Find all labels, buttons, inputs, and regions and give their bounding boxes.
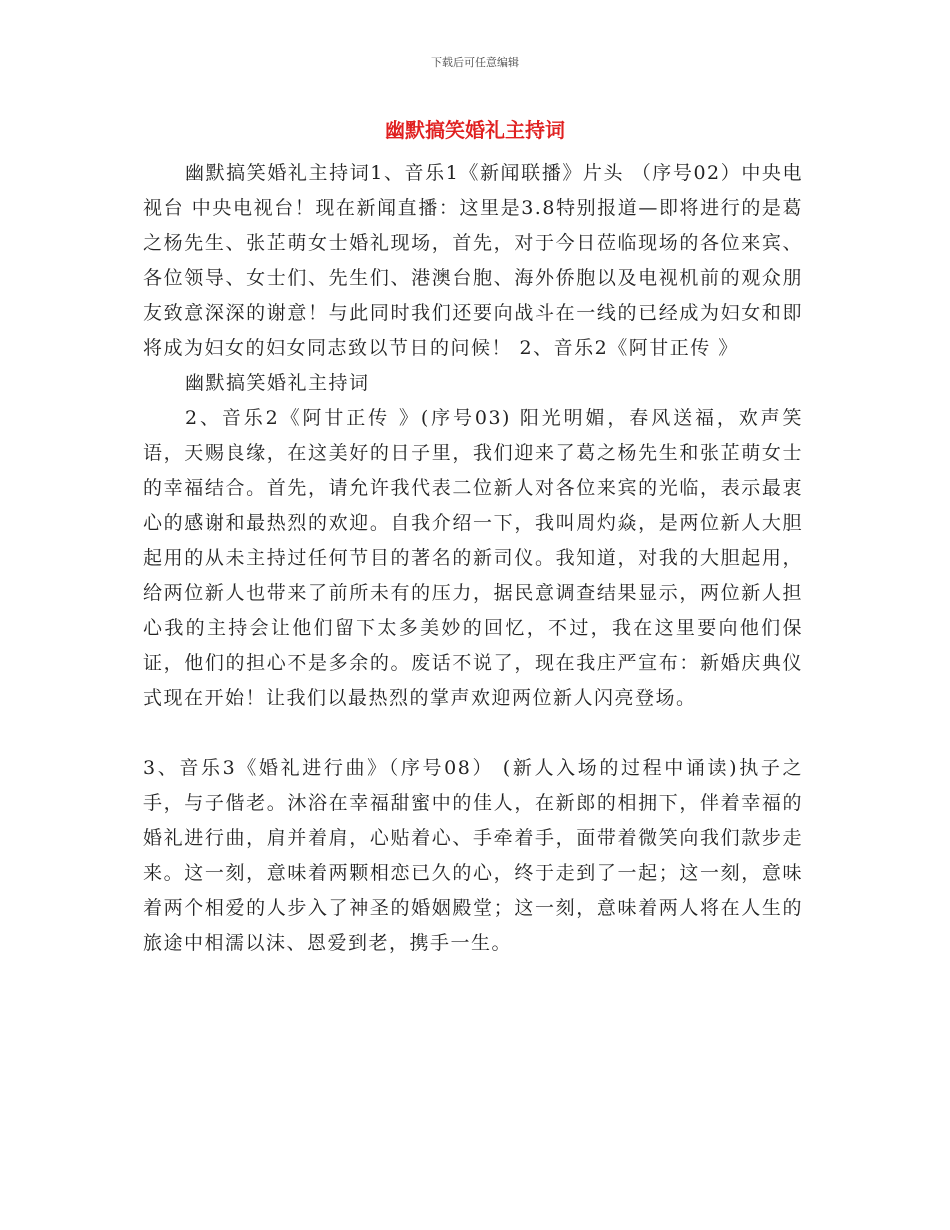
page-title: 幽默搞笑婚礼主持词 xyxy=(385,118,565,142)
paragraph-music-3: 3、音乐3《婚礼进行曲》（序号08） (新人入场的过程中诵读)执子之手，与子偕老。沐浴在幸福甜蜜中的佳人，在新郎的相拥下，伴着幸福的婚礼进行曲，肩并着肩，心贴着心、手牵着手，面带着微笑向我们款步走来。这一刻，意味着两颗相恋已久的心，终于走到了一起；这一刻，意味着两个相爱的人步入了神圣的婚姻殿堂；这一刻，意味着两人将在人生的旅途中相濡以沫、恩爱到老，携手一生。 xyxy=(143,757,803,954)
header-note: 下载后可任意编辑 xyxy=(431,56,519,69)
document-body xyxy=(143,156,803,961)
paragraph-subtitle: 幽默搞笑婚礼主持词 xyxy=(185,372,370,394)
paragraph-intro: 幽默搞笑婚礼主持词1、音乐1《新闻联播》片头 （序号02）中央电视台 中央电视台！现在新闻直播：这里是3.8特别报道—即将进行的是葛之杨先生、张芷萌女士婚礼现场，首先，对于今日莅临现场的各位来宾、各位领导、女士们、先生们、港澳台胞、海外侨胞以及电视机前的观众朋友致意深深的谢意！与此同时我们还要向战斗在一线的已经成为妇女和即将成为妇女的妇女同志致以节日的问候！ 2、音乐2《阿甘正传 》 xyxy=(143,162,803,359)
paragraph-music-2: 2、音乐2《阿甘正传 》(序号03) 阳光明媚，春风送福，欢声笑语，天赐良缘，在这美好的日子里，我们迎来了葛之杨先生和张芷萌女士的幸福结合。首先，请允许我代表二位新人对各位来宾的光临，表示最衷心的感谢和最热烈的欢迎。自我介绍一下，我叫周灼焱，是两位新人大胆起用的从未主持过任何节目的著名的新司仪。我知道，对我的大胆起用，给两位新人也带来了前所未有的压力，据民意调查结果显示，两位新人担心我的主持会让他们留下太多美妙的回忆，不过，我在这里要向他们保证，他们的担心不是多余的。废话不说了，现在我庄严宣布：新婚庆典仪式现在开始！让我们以最热烈的掌声欢迎两位新人闪亮登场。 xyxy=(143,407,803,709)
paragraph-gap xyxy=(143,716,803,751)
